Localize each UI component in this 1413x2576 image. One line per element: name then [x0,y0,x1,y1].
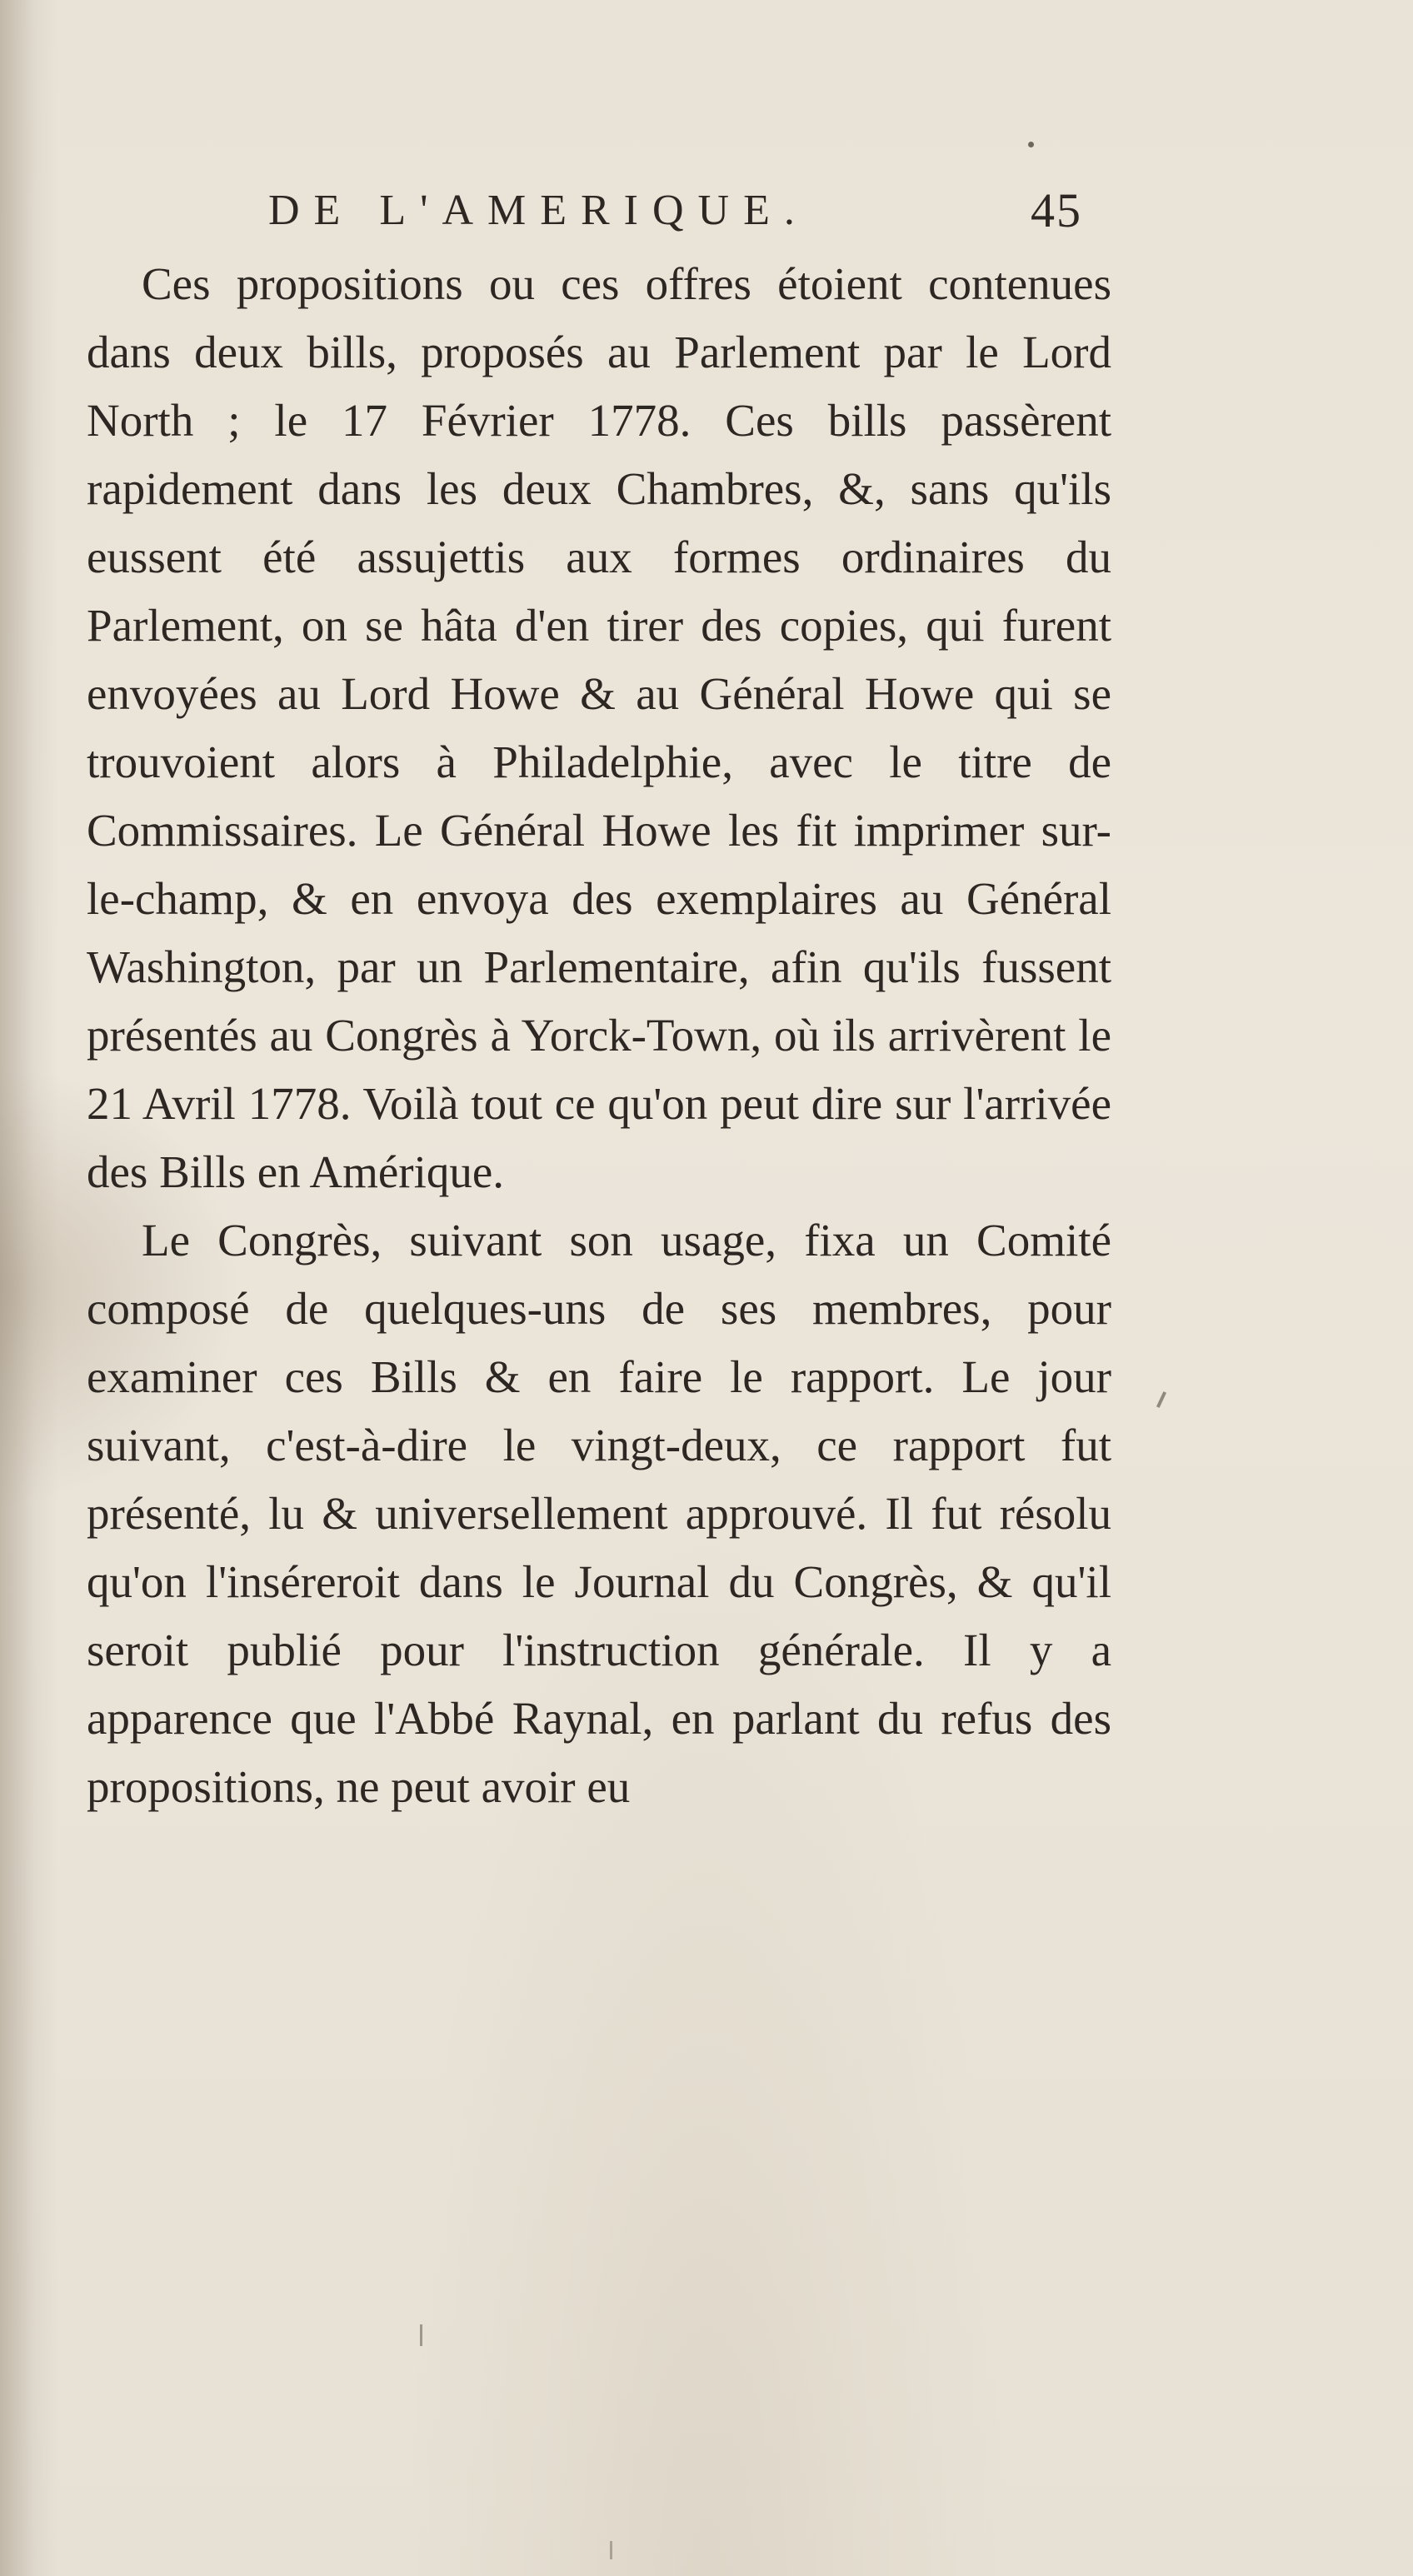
ink-speck [1156,1391,1166,1408]
page-number: 45 [1031,183,1082,237]
paragraph-1: Ces propositions ou ces offres étoient contenues dans deux bills, proposés au Parlement par le Lord North ; le 17 Février 1778. Ces bills passèrent rapidement dans les deux Chambres, &, sans qu'ils eussent été assujettis aux formes ordinaires du Parlement, on se hâta d'en tirer des copies, qui furent envoyées au Lord Howe & au Général Howe qui se trouvoient alors à Philadelphie, avec le titre de Commissaires. Le Général Howe les fit imprimer sur-le-champ, & en envoya des exemplaires au Général Washington, par un Parlementaire, afin qu'ils fussent présentés au Congrès à Yorck-Town, où ils arrivèrent le 21 Avril 1778. Voilà tout ce qu'on peut dire sur l'arrivée des Bills en Amérique. [87,258,1111,1197]
running-title: DE L'AMERIQUE. [268,187,809,234]
paper-scratch [420,2324,422,2346]
ink-dot [1028,142,1034,147]
paragraph-2: Le Congrès, suivant son usage, fixa un Comité composé de quelques-uns de ses membres, pour examiner ces Bills & en faire le rapport. Le jour suivant, c'est-à-dire le vingt-deux, ce rapport fut présenté, lu & universellement approuvé. Il fut résolu qu'on l'inséreroit dans le Journal du Congrès, & qu'il seroit publié pour l'instruction générale. Il y a apparence que l'Abbé Raynal, en parlant du refus des propositions, ne peut avoir eu [87,1215,1111,1812]
body-text [87,250,1111,1821]
gutter-shadow [0,0,58,2576]
running-head [268,182,1101,240]
paper-scratch [610,2541,612,2559]
